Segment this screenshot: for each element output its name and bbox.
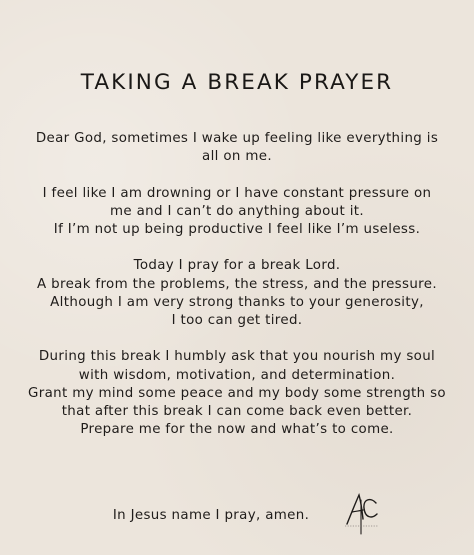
closing-line (0, 508, 474, 523)
prayer-line: all on me. (202, 149, 272, 165)
prayer-line: If I’m not up being productive I feel like I’m useless. (53, 222, 421, 237)
prayer-line: During this break I humbly ask that you nourish my soul (38, 349, 436, 365)
paragraph-2 (0, 185, 474, 240)
paragraph-1 (0, 130, 474, 166)
prayer-line: A break from the problems, the stress, and the pressure. (37, 276, 437, 292)
paragraph-gap (0, 330, 474, 348)
prayer-line: I too can get tired. (171, 313, 303, 328)
signature-logo-icon (341, 488, 381, 536)
prayer-line: me and I can’t do anything about it. (110, 203, 364, 219)
page-title: TAKING A BREAK PRAYER (80, 70, 394, 95)
prayer-line: Prepare me for the now and what’s to come. (80, 422, 394, 438)
prayer-body (0, 130, 474, 439)
prayer-line: Dear God, sometimes I wake up feeling like everything is (35, 131, 439, 146)
closing-text: In Jesus name I pray, amen. (112, 508, 310, 523)
prayer-line: Today I pray for a break Lord. (133, 258, 341, 274)
prayer-line: that after this break I can come back even better. (61, 404, 413, 419)
paragraph-gap (0, 166, 474, 184)
paragraph-4 (0, 348, 474, 439)
prayer-line: Although I am very strong thanks to your generosity, (50, 294, 424, 310)
prayer-line: I feel like I am drowning or I have constant pressure on (42, 185, 432, 201)
prayer-line: with wisdom, motivation, and determination. (78, 367, 396, 383)
paragraph-gap (0, 239, 474, 257)
prayer-line: Grant my mind some peace and my body some strength so (28, 385, 446, 401)
paragraph-3 (0, 257, 474, 330)
